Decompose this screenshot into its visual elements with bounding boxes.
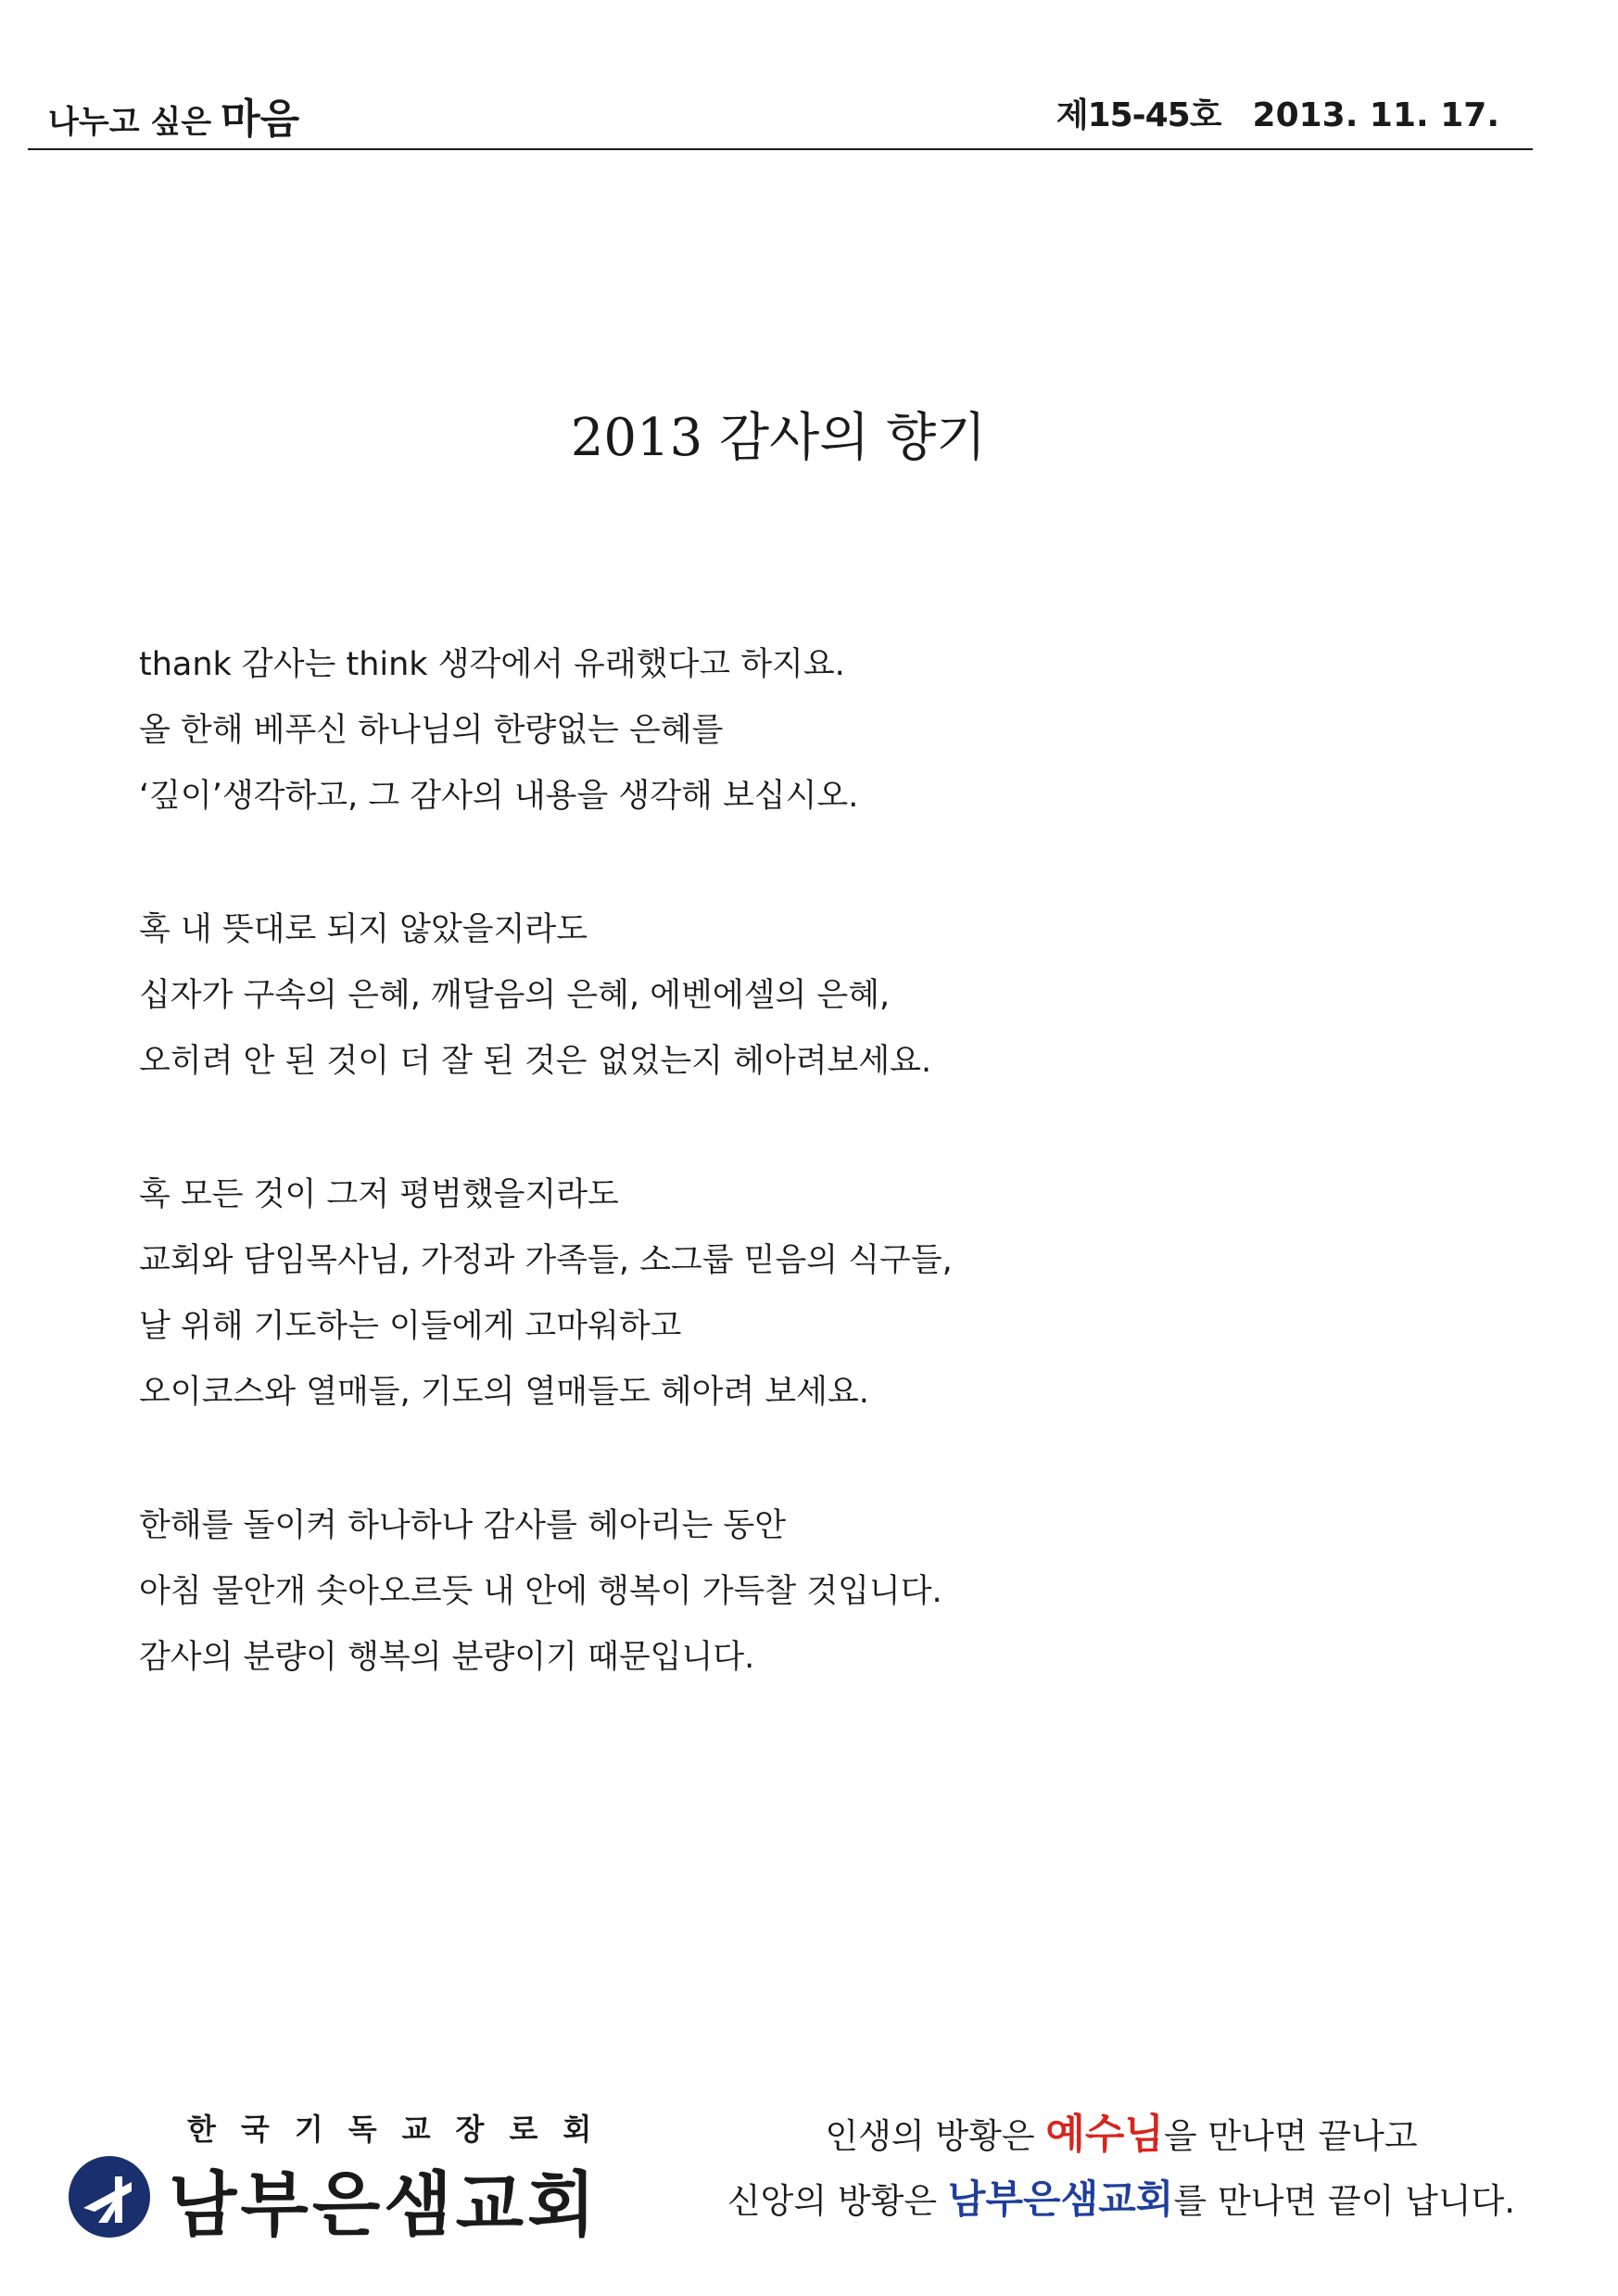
church-logo xyxy=(67,2106,617,2246)
poem-stanza-4 xyxy=(139,1493,1362,1691)
motto-line-1 xyxy=(686,2102,1557,2167)
bulletin-header xyxy=(28,0,1533,150)
church-name: 남부은샘교회 xyxy=(169,2163,600,2246)
motto-line-2 xyxy=(686,2167,1557,2232)
motto-text: 을 만나면 끝나고 xyxy=(1163,2116,1418,2156)
issue-date: 2013. 11. 17. xyxy=(1252,96,1499,134)
column-title xyxy=(48,85,299,145)
poem-stanza-3 xyxy=(139,1162,1362,1426)
page-title: 2013 감사의 향기 xyxy=(570,408,987,468)
poem-line: thank 감사는 think 생각에서 유래했다고 하지요. xyxy=(139,646,845,683)
motto-text: 를 만나면 끝이 납니다. xyxy=(1173,2181,1516,2221)
poem-stanza-2 xyxy=(139,897,1362,1095)
poem-stanza-1 xyxy=(139,632,1362,830)
poem-line: 오히려 안 된 것이 더 잘 된 것은 없었는지 헤아려보세요. xyxy=(139,1043,932,1080)
issue-number: 제15-45호 xyxy=(1055,96,1221,134)
poem-line: 감사의 분량이 행복의 분량이기 때문입니다. xyxy=(139,1639,755,1676)
poem-line: 십자가 구속의 은혜, 깨달음의 은혜, 에벤에셀의 은혜, xyxy=(139,977,891,1014)
column-title-prefix: 나누고 싶은 xyxy=(48,104,212,141)
poem-line: 올 한해 베푸신 하나님의 한량없는 은혜를 xyxy=(139,712,724,749)
poem-body xyxy=(139,632,1362,1758)
motto-text: 인생의 방황은 xyxy=(825,2116,1046,2156)
poem-line: 교회와 담임목사님, 가정과 가족들, 소그룹 믿음의 식구들, xyxy=(139,1242,953,1279)
church-logo-icon xyxy=(67,2154,152,2239)
poem-line: ‘깊이’생각하고, 그 감사의 내용을 생각해 보십시오. xyxy=(139,778,859,815)
poem-line: 혹 내 뜻대로 되지 않았을지라도 xyxy=(139,911,588,948)
poem-line: 한해를 돌이켜 하나하나 감사를 헤아리는 동안 xyxy=(139,1507,787,1544)
poem-line: 오이코스와 열매들, 기도의 열매들도 헤아려 보세요. xyxy=(139,1374,869,1411)
denomination-name: 한국기독교장로회 xyxy=(187,2112,617,2147)
motto-highlight-church: 남부은샘교회 xyxy=(947,2176,1174,2222)
church-motto xyxy=(686,2102,1557,2232)
poem-line: 날 위해 기도하는 이들에게 고마워하고 xyxy=(139,1308,682,1345)
poem-line: 혹 모든 것이 그저 평범했을지라도 xyxy=(139,1176,619,1213)
issue-info xyxy=(1056,89,1499,136)
motto-highlight-jesus: 예수님 xyxy=(1045,2111,1164,2158)
column-title-strong: 마음 xyxy=(221,95,300,143)
poem-line: 아침 물안개 솟아오르듯 내 안에 행복이 가득찰 것입니다. xyxy=(139,1573,942,1610)
motto-text: 신앙의 방황은 xyxy=(727,2181,948,2221)
